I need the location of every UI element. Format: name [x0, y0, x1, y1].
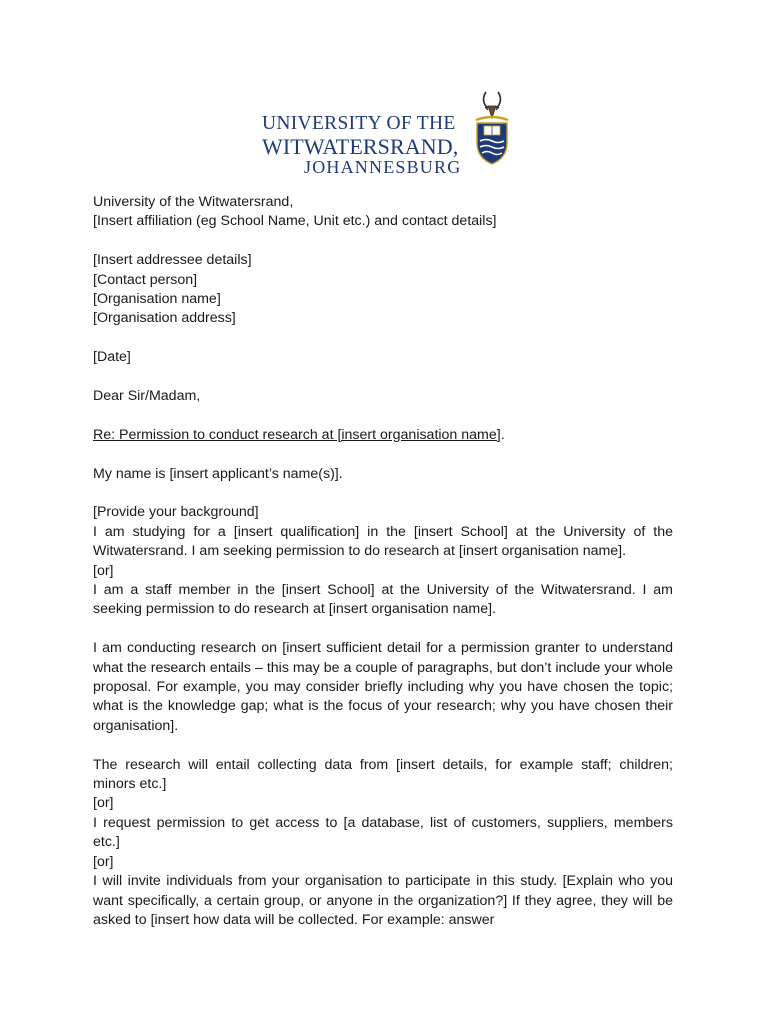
logo-line-1: UNIVERSITY OF THE — [262, 113, 456, 134]
logo-line-3: JOHANNESBURG — [304, 157, 462, 177]
university-crest-icon — [468, 88, 516, 168]
or-separator: [or] — [93, 562, 114, 579]
research-paragraph: I am conducting research on [insert sufficient detail for a permission granter to understand what the research entails – this may be a couple of paragraphs, but don’t include your whole proposal. For example, you may consider briefly including why you have chosen the topic; what is the knowledge gap; what is the focus of your research; why you have chosen their organisation]. — [93, 640, 673, 734]
or-separator: [or] — [93, 853, 114, 870]
subject-period: . — [500, 426, 505, 443]
invite-paragraph: I will invite individuals from your organisation to participate in this study. [Explain who you want specifically, a certain group, or anyone in the organization?] If they agree, they will be asked to [insert how data will be collected. For example: answer — [93, 873, 673, 928]
university-logo — [258, 88, 510, 178]
salutation: Dear Sir/Madam, — [93, 388, 201, 405]
background-heading: [Provide your background] — [93, 504, 259, 521]
letter-body — [93, 193, 673, 930]
access-request-paragraph: I request permission to get access to [a database, list of customers, suppliers, members etc.] — [93, 814, 673, 851]
addressee-line: [Organisation address] — [93, 310, 236, 327]
data-collection-paragraph: The research will entail collecting data from [insert details, for example staff; children; minors etc.] — [93, 756, 673, 793]
addressee-line: [Contact person] — [93, 271, 198, 288]
intro-paragraph: My name is [insert applicant’s name(s)]. — [93, 465, 343, 482]
background-option-2: I am a staff member in the [insert School] at the University of the Witwatersrand. I am seeking permission to do research at [insert organisation name]. — [93, 582, 673, 618]
background-option-1: I am studying for a [insert qualification] in the [insert School] at the University of the Witwatersrand. I am seeking permission to do research at [insert organisation name]. — [93, 523, 673, 560]
addressee-line: [Insert addressee details] — [93, 252, 252, 269]
sender-line: [Insert affiliation (eg School Name, Unit etc.) and contact details] — [93, 213, 497, 230]
sender-line: University of the Witwatersrand, — [93, 194, 294, 210]
or-separator: [or] — [93, 795, 114, 812]
logo-line-2: WITWATERSRAND, — [262, 134, 459, 159]
subject-text: Re: Permission to conduct research at [insert organisation name] — [93, 426, 501, 443]
addressee-line: [Organisation name] — [93, 291, 221, 308]
date-line: [Date] — [93, 349, 131, 366]
subject-line — [93, 426, 673, 445]
